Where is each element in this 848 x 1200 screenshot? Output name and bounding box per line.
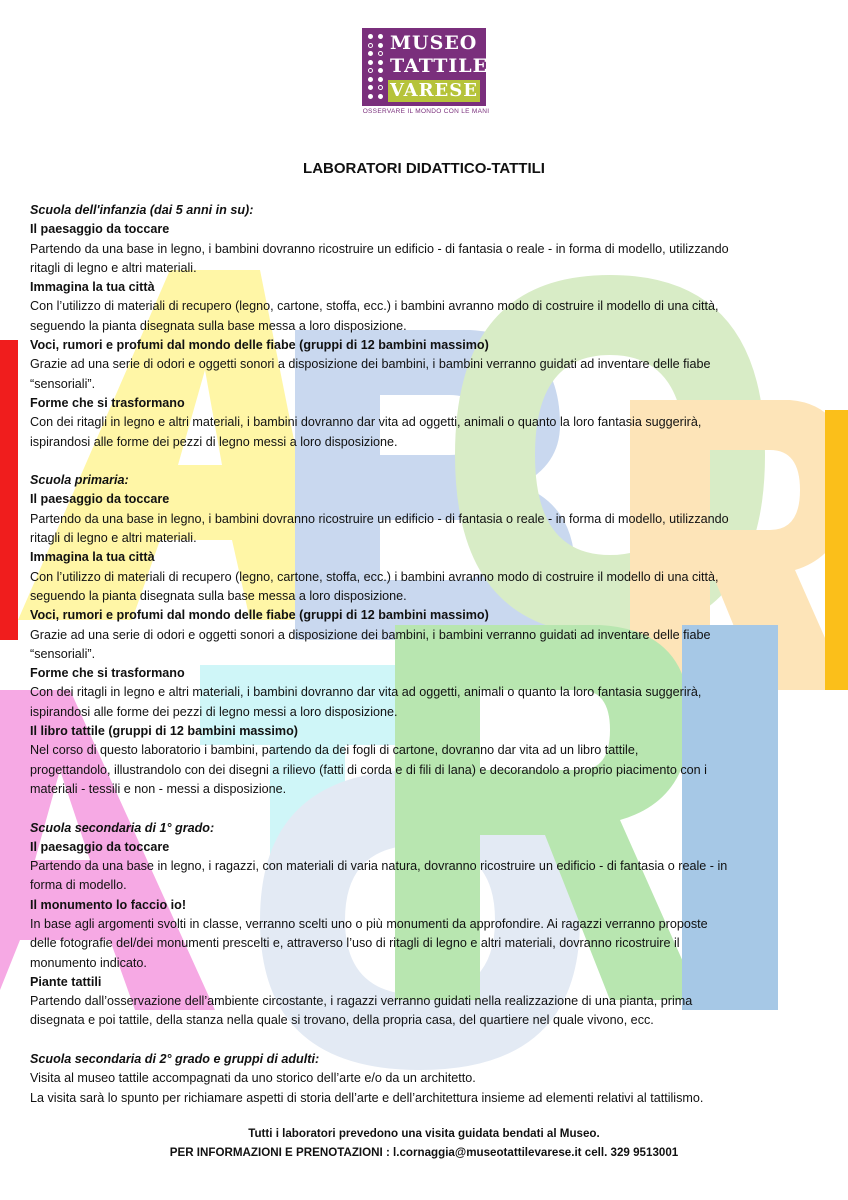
lab-description-line: Partendo da una base in legno, i bambini dovranno ricostruire un edificio - di fantasia o reale - in forma di modello, utilizzando bbox=[30, 511, 729, 526]
lab-description-line: materiali - tessili e non - messi a disposizione. bbox=[30, 781, 287, 796]
lab-description-line: ritagli di legno e altri materiali. bbox=[30, 260, 197, 275]
lab-title: Piante tattili bbox=[30, 974, 102, 989]
lab-title: Il paesaggio da toccare bbox=[30, 492, 170, 507]
lab-description-line: seguendo la pianta disegnata sulla base messa a loro disposizione. bbox=[30, 318, 407, 333]
lab-title: Immagina la tua città bbox=[30, 550, 155, 565]
lab-description-line: disegnata e poi tattile, della stanza nella quale si trovano, della propria casa, del quartiere nel quale vivono, ecc. bbox=[30, 1013, 654, 1028]
lab-description-line: seguendo la pianta disegnata sulla base messa a loro disposizione. bbox=[30, 588, 407, 603]
lab-description-line: monumento indicato. bbox=[30, 955, 147, 970]
logo-tagline: OSSERVARE IL MONDO CON LE MANI bbox=[362, 108, 490, 115]
lab-description-line: Nel corso di questo laboratorio i bambini, partendo da dei fogli di cartone, dovranno dar vita ad un libro tattile, bbox=[30, 743, 639, 758]
lab-description-line: La visita sarà lo spunto per richiamare aspetti di storia dell’arte e dell’architettura insieme ad elementi relativi al tattilismo. bbox=[30, 1090, 704, 1105]
section-heading-secondaria-1: Scuola secondaria di 1° grado: bbox=[30, 820, 215, 835]
lab-description-line: Grazie ad una serie di odori e oggetti sonori a disposizione dei bambini, i bambini verranno guidati ad inventare delle fiabe bbox=[30, 357, 711, 372]
lab-description-line: Partendo dall’osservazione dell’ambiente circostante, i ragazzi verranno guidati nella realizzazione di una pianta, prima bbox=[30, 994, 693, 1009]
braille-dots-icon bbox=[368, 34, 384, 100]
logo-line-tattile: TATTILE bbox=[390, 55, 489, 77]
lab-description-line: “sensoriali”. bbox=[30, 646, 96, 661]
lab-description-line: Grazie ad una serie di odori e oggetti sonori a disposizione dei bambini, i bambini verranno guidati ad inventare delle fiabe bbox=[30, 627, 711, 642]
lab-title: Immagina la tua città bbox=[30, 280, 155, 295]
logo-line-varese: VARESE bbox=[388, 80, 480, 102]
section-heading-infanzia: Scuola dell'infanzia (dai 5 anni in su): bbox=[30, 203, 254, 217]
lab-description-line: delle fotografie del/dei monumenti prescelti e, attraverso l’uso di ritagli di legno e altri materiali, dovranno ricostruire il bbox=[30, 936, 680, 951]
footer-contact: PER INFORMAZIONI E PRENOTAZIONI : l.cornaggia@museotattilevarese.it cell. 329 9513001 bbox=[169, 1146, 679, 1159]
section-heading-primaria: Scuola primaria: bbox=[30, 473, 129, 488]
lab-description-line: ritagli di legno e altri materiali. bbox=[30, 531, 197, 546]
letter-l-red bbox=[0, 340, 18, 640]
lab-title: Voci, rumori e profumi dal mondo delle fiabe (gruppi di 12 bambini massimo) bbox=[30, 338, 489, 353]
lab-title: Il paesaggio da toccare bbox=[30, 222, 170, 237]
section-heading-secondaria-2: Scuola secondaria di 2° grado e gruppi di adulti: bbox=[30, 1052, 320, 1067]
lab-description-line: progettandolo, illustrandolo con dei disegni a rilievo (fatti di corda e di fili di lana) e decorandolo a proprio piacimento con i bbox=[30, 762, 707, 777]
lab-title: Forme che si trasformano bbox=[30, 666, 185, 681]
lab-title: Voci, rumori e profumi dal mondo delle fiabe (gruppi di 12 bambini massimo) bbox=[30, 608, 489, 623]
lab-description-line: Partendo da una base in legno, i bambini dovranno ricostruire un edificio - di fantasia o reale - in forma di modello, utilizzando bbox=[30, 241, 729, 256]
lab-description-line: ispirandosi alle forme dei pezzi di legno messi a loro disposizione. bbox=[30, 434, 398, 449]
lab-description-line: Con l’utilizzo di materiali di recupero (legno, cartone, stoffa, ecc.) i bambini avranno modo di costruire il modello di una città, bbox=[30, 299, 719, 314]
lab-title: Il libro tattile (gruppi di 12 bambini massimo) bbox=[30, 724, 298, 739]
lab-description-line: In base agli argomenti svolti in classe, verranno scelti uno o più monumenti da approfondire. Ai ragazzi verranno proposte bbox=[30, 916, 708, 931]
lab-description-line: Partendo da una base in legno, i ragazzi, con materiali di varia natura, dovranno ricostruire un edificio - di fantasia o reale - in bbox=[30, 859, 728, 874]
page-title: LABORATORI DIDATTICO-TATTILI bbox=[303, 160, 545, 177]
lab-description-line: Con dei ritagli in legno e altri materiali, i bambini dovranno dar vita ad oggetti, animali o quanto la loro fantasia suggerirà, bbox=[30, 415, 702, 430]
lab-description-line: forma di modello. bbox=[30, 878, 127, 893]
lab-description-line: ispirandosi alle forme dei pezzi di legno messi a loro disposizione. bbox=[30, 704, 398, 719]
lab-description-line: Con l’utilizzo di materiali di recupero (legno, cartone, stoffa, ecc.) i bambini avranno modo di costruire il modello di una città, bbox=[30, 569, 719, 584]
lab-description-line: Visita al museo tattile accompagnati da uno storico dell’arte e/o da un architetto. bbox=[30, 1071, 476, 1086]
lab-title: Il paesaggio da toccare bbox=[30, 839, 170, 854]
museum-logo bbox=[362, 28, 489, 106]
footer-note: Tutti i laboratori prevedono una visita guidata bendati al Museo. bbox=[248, 1127, 600, 1140]
lab-description-line: Con dei ritagli in legno e altri materiali, i bambini dovranno dar vita ad oggetti, animali o quanto la loro fantasia suggerirà, bbox=[30, 685, 702, 700]
labs-content bbox=[30, 201, 830, 1108]
lab-description-line: “sensoriali”. bbox=[30, 376, 96, 391]
lab-title: Forme che si trasformano bbox=[30, 395, 185, 410]
lab-title: Il monumento lo faccio io! bbox=[30, 897, 187, 912]
logo-line-museo: MUSEO bbox=[390, 32, 478, 54]
